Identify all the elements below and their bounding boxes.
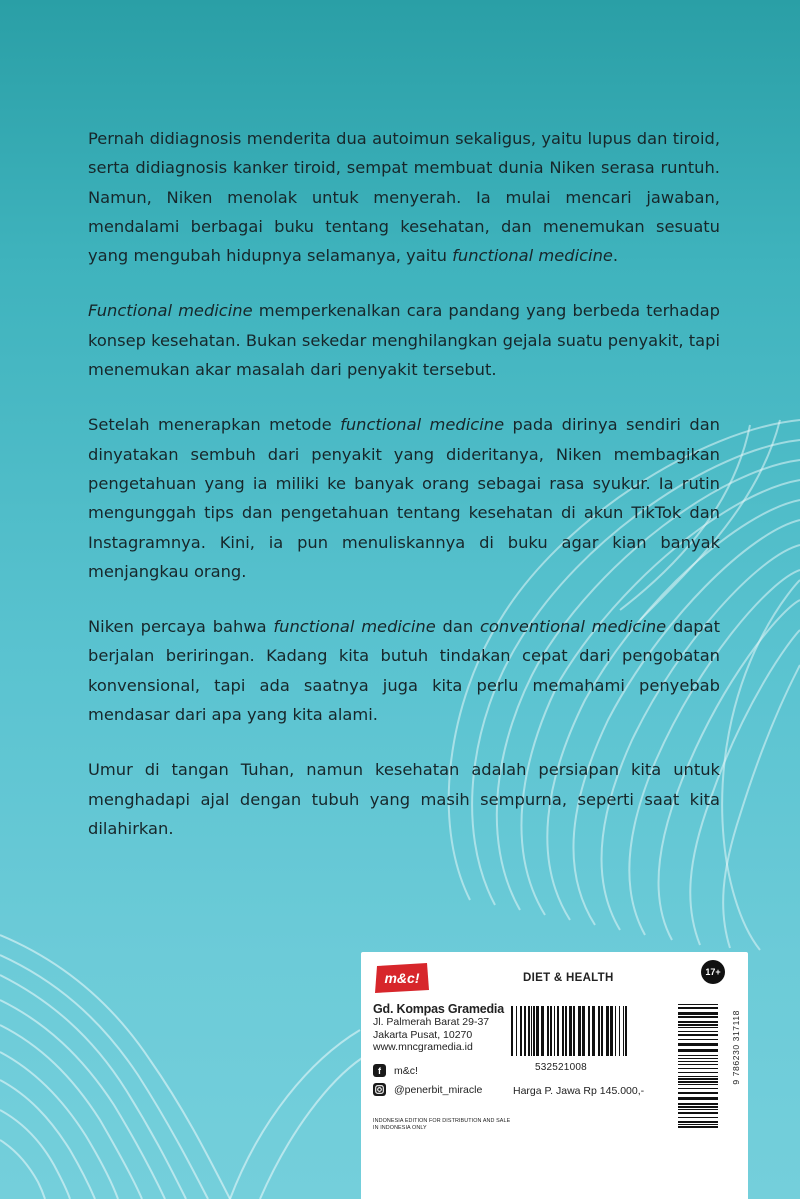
back-cover-blurb [88, 124, 720, 869]
barcode-bar [678, 1084, 718, 1085]
barcode-bar [678, 1088, 718, 1089]
barcode-bar [541, 1006, 544, 1056]
barcode-bar [615, 1006, 616, 1056]
barcode-bar [511, 1006, 513, 1056]
barcode-bar [678, 1007, 718, 1009]
barcode-bar [520, 1006, 522, 1056]
barcode-bar [598, 1006, 600, 1056]
barcode-bar [536, 1006, 539, 1056]
book-category: DIET & HEALTH [523, 972, 614, 984]
barcode-bar [678, 1058, 718, 1059]
barcode-bar [565, 1006, 567, 1056]
barcode-bar [678, 1076, 718, 1077]
barcode-bar [606, 1006, 609, 1056]
barcode-bar [550, 1006, 552, 1056]
price-barcode [511, 1006, 630, 1056]
svg-text:m&c!: m&c! [384, 970, 420, 986]
facebook-handle: f m&c! [373, 1064, 418, 1077]
barcode-bar [678, 1004, 718, 1005]
barcode-bar [678, 1097, 718, 1100]
barcode-bar [678, 1012, 718, 1015]
barcode-bar [678, 1016, 718, 1018]
barcode-bar [678, 1081, 718, 1083]
barcode-bar [678, 1124, 718, 1125]
barcode-bar [625, 1006, 627, 1056]
barcode-bar [678, 1043, 718, 1046]
barcode-bar [524, 1006, 526, 1056]
barcode-bar [678, 1034, 718, 1036]
instagram-handle: @penerbit_miracle [373, 1083, 482, 1096]
barcode-bar [678, 1024, 718, 1026]
barcode-bar [678, 1109, 718, 1110]
barcode-bar [528, 1006, 530, 1056]
barcode-bar [678, 1112, 718, 1114]
blurb-paragraph-1: Pernah didiagnosis menderita dua autoimun sekaligus, yaitu lupus dan tiroid, serta didiagnosis kanker tiroid, sempat membuat dunia Niken serasa runtuh. Namun, Niken menolak untuk menyerah. Ia mulai mencari jawaban, mendalami berbagai buku tentang kesehatan, dan menemukan sesuatu yang mengubah hidupnya selamanya, yaitu functional medicine. [88, 129, 720, 266]
publisher-address-1: Jl. Palmerah Barat 29-37 [373, 1016, 490, 1028]
instagram-icon [373, 1083, 386, 1096]
facebook-icon: f [373, 1064, 386, 1077]
barcode-bar [678, 1021, 718, 1023]
barcode-bar [623, 1006, 624, 1056]
publisher-address-2: Jakarta Pusat, 10270 [373, 1028, 473, 1041]
blurb-paragraph-4: Niken percaya bahwa functional medicine dan conventional medicine dapat berjalan beriringan. Kadang kita butuh tindakan cepat dari pengobatan konvensional, tapi ada saatnya juga kita perlu memahami penyebab mendasar dari apa yang kita alami. [88, 617, 720, 725]
blurb-paragraph-3: Setelah menerapkan metode functional medicine pada dirinya sendiri dan dinyatakan sembuh dari penyakit yang dideritanya, Niken membagikan pengetahuan yang ia miliki ke banyak orang sebagai rasa syukur. Ia rutin mengunggah tips dan pengetahuan tentang kesehatan di akun TikTok dan Instagramnya. Kini, ia pun menuliskannya di buku agar kian banyak menjangkau orang. [88, 415, 721, 581]
barcode-bar [678, 1072, 718, 1073]
barcode-bar [547, 1006, 549, 1056]
publisher-info [373, 1002, 504, 1054]
barcode-bar [516, 1006, 517, 1056]
barcode-bar [678, 1092, 718, 1094]
barcode-bar [554, 1006, 555, 1056]
barcode-bar [678, 1106, 718, 1108]
isbn-barcode [678, 1004, 718, 1128]
barcode-bar [678, 1103, 718, 1105]
barcode-bar [678, 1055, 718, 1056]
barcode-bar [578, 1006, 581, 1056]
barcode-bar [678, 1068, 718, 1069]
distribution-notice: INDONESIA EDITION FOR DISTRIBUTION AND SALE IN INDONESIA ONLY [373, 1118, 511, 1131]
blurb-paragraph-5: Umur di tangan Tuhan, namun kesehatan adalah persiapan kita untuk menghadapi ajal dengan tubuh yang masih sempurna, seperti saat kita dilahirkan. [88, 760, 720, 838]
blurb-paragraph-2: Functional medicine memperkenalkan cara pandang yang berbeda terhadap konsep kesehatan. Bukan sekedar menghilangkan gejala suatu penyakit, tapi menemukan akar masalah dari penyakit tersebut. [88, 301, 720, 380]
publisher-logo [373, 962, 431, 994]
barcode-bar [678, 1061, 718, 1062]
barcode-bar [678, 1126, 718, 1128]
barcode-bar [610, 1006, 613, 1056]
barcode-bar [573, 1006, 575, 1056]
barcode-bar [588, 1006, 590, 1056]
barcode-number: 532521008 [535, 1062, 587, 1073]
barcode-bar [601, 1006, 603, 1056]
barcode-bar [582, 1006, 585, 1056]
barcode-bar [619, 1006, 620, 1056]
barcode-bar [557, 1006, 559, 1056]
barcode-bar [592, 1006, 595, 1056]
isbn-number: 9 786230 317118 [731, 1010, 741, 1085]
barcode-bar [569, 1006, 572, 1056]
publisher-website: www.mncgramedia.id [373, 1041, 473, 1053]
barcode-bar [678, 1049, 718, 1052]
barcode-bar [678, 1078, 718, 1080]
publisher-name: Gd. Kompas Gramedia [373, 1002, 504, 1016]
price-label: Harga P. Jawa Rp 145.000,- [513, 1085, 645, 1097]
barcode-bar [678, 1117, 718, 1118]
barcode-bar [678, 1039, 718, 1040]
barcode-bar [678, 1031, 718, 1032]
barcode-bar [678, 1027, 718, 1028]
barcode-bar [531, 1006, 532, 1056]
age-rating-badge: 17+ [701, 960, 725, 984]
barcode-bar [678, 1121, 718, 1123]
barcode-bar [533, 1006, 535, 1056]
barcode-bar [562, 1006, 564, 1056]
barcode-bar [678, 1064, 718, 1065]
publisher-barcode-sticker [361, 952, 748, 1199]
